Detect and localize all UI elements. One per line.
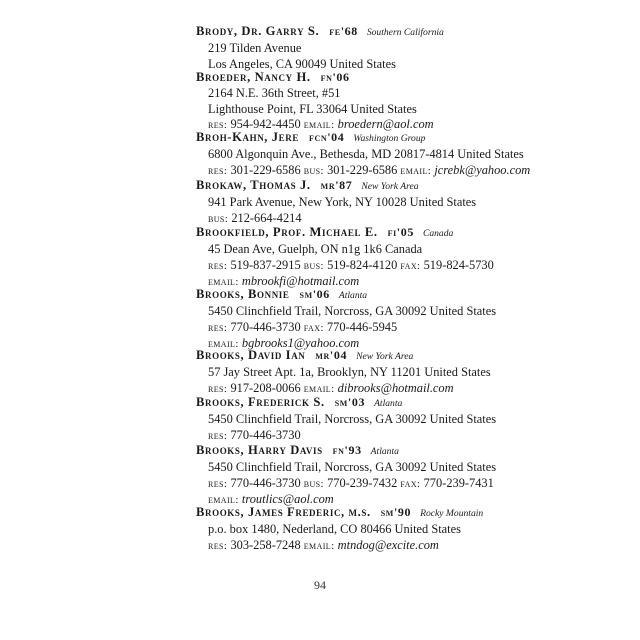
address-line: 57 Jay Street Apt. 1a, Brooklyn, NY 11201 United States xyxy=(208,364,491,379)
res-label: res: xyxy=(208,164,228,177)
region: Atlanta xyxy=(338,290,368,301)
member-name: Brooks, James Frederic, m.s. xyxy=(196,505,371,519)
entry-header xyxy=(196,130,626,147)
member-name: Broeder, Nancy H. xyxy=(196,70,311,84)
class-year: mr'04 xyxy=(315,348,348,362)
region: Washington Group xyxy=(353,133,426,144)
res-label: res: xyxy=(208,477,228,490)
directory-entry xyxy=(196,24,626,72)
directory-entry xyxy=(196,70,626,134)
member-name: Brody, Dr. Garry S. xyxy=(196,24,320,38)
contact-line xyxy=(196,258,626,275)
address-line: Lighthouse Point, FL 33064 United States xyxy=(208,101,417,116)
email-address[interactable]: troutlics@aol.com xyxy=(241,492,334,507)
class-year: mr'87 xyxy=(320,178,353,192)
member-name: Brookfield, Prof. Michael E. xyxy=(196,225,378,239)
email-label: email: xyxy=(303,119,335,132)
entry-header xyxy=(196,225,626,242)
class-year: fcn'04 xyxy=(309,130,345,144)
directory-entry xyxy=(196,443,626,509)
address-line: 5450 Clinchfield Trail, Norcross, GA 30092 United States xyxy=(208,459,497,474)
email-label: email: xyxy=(208,494,239,507)
address-line: 5450 Clinchfield Trail, Norcross, GA 30092 United States xyxy=(208,303,497,318)
class-year: sm'06 xyxy=(299,287,330,301)
res-label: res: xyxy=(208,321,228,334)
contact-line xyxy=(196,320,626,337)
address-line: 45 Dean Ave, Guelph, ON n1g 1k6 Canada xyxy=(208,241,423,256)
region: Atlanta xyxy=(374,398,403,409)
directory-entry xyxy=(196,287,626,353)
email-label: email: xyxy=(303,539,335,552)
res-phone: 954-942-4450 xyxy=(230,117,301,132)
member-name: Brokaw, Thomas J. xyxy=(196,178,311,192)
res-label: res: xyxy=(208,119,228,132)
bus-label: bus: xyxy=(303,477,324,490)
entry-header xyxy=(196,178,626,195)
directory-entry xyxy=(196,395,626,444)
entry-header xyxy=(196,287,626,304)
res-phone: 770-446-3730 xyxy=(230,475,301,490)
contact-line xyxy=(196,428,626,445)
bus-phone: 212-664-4214 xyxy=(231,210,302,225)
member-name: Brooks, Harry Davis xyxy=(196,443,323,457)
email-address[interactable]: jcrebk@yahoo.com xyxy=(434,162,531,177)
res-phone: 301-229-6586 xyxy=(230,162,301,177)
region: Rocky Mountain xyxy=(420,508,484,519)
res-phone: 519-837-2915 xyxy=(230,257,301,272)
fax-number: 770-446-5945 xyxy=(326,319,398,334)
entry-header xyxy=(196,443,626,460)
fax-label: fax: xyxy=(400,477,421,490)
entry-header xyxy=(196,395,626,412)
bus-label: bus: xyxy=(303,259,324,272)
email-label: email: xyxy=(400,164,432,177)
res-phone: 770-446-3730 xyxy=(230,319,301,334)
email-address[interactable]: dibrooks@hotmail.com xyxy=(337,380,454,395)
res-label: res: xyxy=(208,382,228,395)
email-address[interactable]: broedern@aol.com xyxy=(337,117,434,132)
bus-phone: 301-229-6586 xyxy=(327,162,398,177)
address-line: 5450 Clinchfield Trail, Norcross, GA 30092 United States xyxy=(208,411,497,426)
directory-entry xyxy=(196,348,626,397)
member-name: Brooks, Bonnie xyxy=(196,287,290,301)
bus-phone: 770-239-7432 xyxy=(327,475,398,490)
bus-label: bus: xyxy=(208,212,229,225)
res-label: res: xyxy=(208,259,228,272)
fax-number: 770-239-7431 xyxy=(423,475,494,490)
entry-header xyxy=(196,24,626,41)
class-year: sm'03 xyxy=(334,395,366,409)
region: New York Area xyxy=(361,181,419,192)
class-year: sm'90 xyxy=(380,505,412,519)
address-line: 2164 N.E. 36th Street, #51 xyxy=(208,85,341,100)
address-line: p.o. box 1480, Nederland, CO 80466 United States xyxy=(208,521,461,536)
class-year: fe'68 xyxy=(329,24,358,38)
region: New York Area xyxy=(356,351,414,362)
class-year: fn'93 xyxy=(332,443,362,457)
bus-phone: 519-824-4120 xyxy=(327,257,398,272)
region: Southern California xyxy=(366,27,444,38)
directory-entry xyxy=(196,178,626,227)
address-line: 219 Tilden Avenue xyxy=(208,40,302,55)
entry-header xyxy=(196,505,626,522)
class-year: fi'05 xyxy=(387,225,414,239)
contact-line xyxy=(196,163,626,180)
email-label: email: xyxy=(208,338,239,351)
fax-number: 519-824-5730 xyxy=(423,257,494,272)
directory-entry xyxy=(196,225,626,291)
address-line: Los Angeles, CA 90049 United States xyxy=(208,56,396,71)
fax-label: fax: xyxy=(400,259,421,272)
contact-line xyxy=(196,476,626,493)
bus-label: bus: xyxy=(303,164,324,177)
entry-header xyxy=(196,70,626,86)
entry-header xyxy=(196,348,626,365)
fax-label: fax: xyxy=(303,321,324,334)
page-number: 94 xyxy=(314,578,326,592)
directory-entry xyxy=(196,505,626,554)
region: Canada xyxy=(422,228,454,239)
address-line: 941 Park Avenue, New York, NY 10028 United States xyxy=(208,194,477,209)
res-label: res: xyxy=(208,429,228,442)
address-line: 6800 Algonquin Ave., Bethesda, MD 20817-4814 United States xyxy=(208,146,524,161)
res-phone: 303-258-7248 xyxy=(230,537,301,552)
directory-entry xyxy=(196,130,626,179)
region: Atlanta xyxy=(370,446,399,457)
member-name: Brooks, David Ian xyxy=(196,348,306,362)
email-address[interactable]: mbrookfi@hotmail.com xyxy=(241,274,360,289)
member-name: Broh-Kahn, Jere xyxy=(196,130,299,144)
res-phone: 770-446-3730 xyxy=(230,427,301,442)
class-year: fn'06 xyxy=(320,70,350,84)
email-label: email: xyxy=(208,276,239,289)
email-address[interactable]: mtndog@excite.com xyxy=(337,537,439,552)
res-phone: 917-208-0066 xyxy=(230,380,301,395)
email-label: email: xyxy=(303,382,335,395)
res-label: res: xyxy=(208,539,228,552)
member-name: Brooks, Frederick S. xyxy=(196,395,325,409)
email-address[interactable]: bgbrooks1@yahoo.com xyxy=(241,336,360,351)
contact-line xyxy=(196,538,626,555)
